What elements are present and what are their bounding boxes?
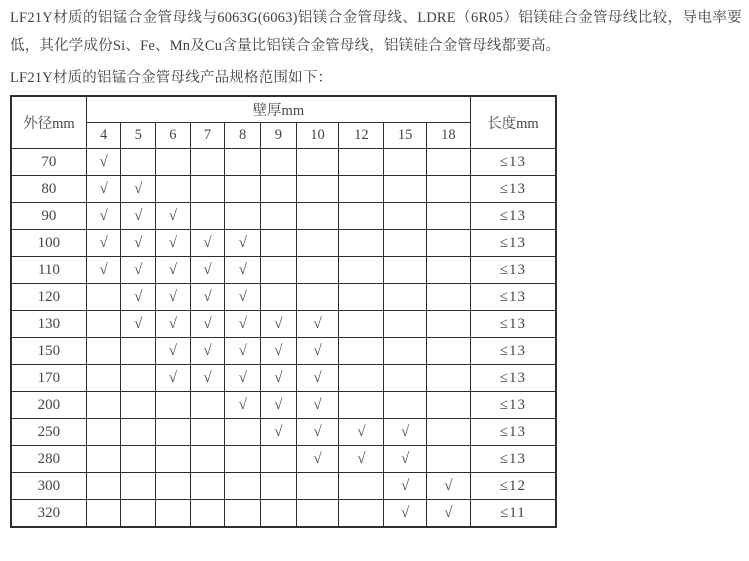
check-cell-checked: √ — [86, 149, 121, 176]
check-cell-empty — [225, 176, 261, 203]
check-cell-checked: √ — [261, 311, 297, 338]
check-cell-checked: √ — [190, 284, 225, 311]
check-cell-checked: √ — [190, 338, 225, 365]
thickness-col-header: 18 — [426, 123, 470, 149]
check-cell-empty — [384, 176, 427, 203]
check-cell-empty — [426, 203, 470, 230]
table-row — [11, 257, 556, 284]
check-cell-empty — [190, 446, 225, 473]
check-cell-empty — [339, 338, 384, 365]
diameter-cell: 280 — [11, 446, 86, 473]
check-cell-empty — [384, 392, 427, 419]
check-cell-empty — [156, 176, 191, 203]
check-cell-empty — [339, 500, 384, 528]
check-cell-empty — [384, 149, 427, 176]
check-cell-empty — [156, 500, 191, 528]
diameter-cell: 320 — [11, 500, 86, 528]
check-cell-empty — [190, 149, 225, 176]
check-cell-empty — [156, 149, 191, 176]
check-cell-checked: √ — [261, 419, 297, 446]
table-row — [11, 230, 556, 257]
table-row — [11, 365, 556, 392]
check-cell-checked: √ — [339, 446, 384, 473]
check-cell-empty — [296, 284, 339, 311]
length-cell: ≤13 — [470, 284, 556, 311]
check-cell-empty — [339, 284, 384, 311]
diameter-cell: 170 — [11, 365, 86, 392]
check-cell-empty — [225, 419, 261, 446]
check-cell-empty — [156, 446, 191, 473]
check-cell-empty — [261, 500, 297, 528]
check-cell-empty — [261, 284, 297, 311]
check-cell-empty — [156, 419, 191, 446]
thickness-col-header: 12 — [339, 123, 384, 149]
table-row — [11, 203, 556, 230]
check-cell-empty — [261, 446, 297, 473]
check-cell-empty — [225, 149, 261, 176]
check-cell-empty — [339, 311, 384, 338]
intro-paragraph: LF21Y材质的铝锰合金管母线与6063G(6063)铝镁合金管母线、LDRE（6R05）铝镁硅合金管母线比较，导电率要低，其化学成份Si、Fe、Mn及Cu含量比铝镁合金管母线，铝镁硅合金管母线都要高。 — [10, 10, 742, 54]
check-cell-empty — [86, 338, 121, 365]
check-cell-empty — [384, 203, 427, 230]
diameter-cell: 150 — [11, 338, 86, 365]
diameter-cell: 250 — [11, 419, 86, 446]
check-cell-empty — [121, 392, 156, 419]
diameter-cell: 110 — [11, 257, 86, 284]
check-cell-empty — [384, 284, 427, 311]
check-cell-empty — [261, 149, 297, 176]
outer-diameter-header: 外径mm — [11, 96, 86, 149]
wall-thickness-header: 壁厚mm — [86, 96, 470, 123]
thickness-col-header: 10 — [296, 123, 339, 149]
diameter-cell: 300 — [11, 473, 86, 500]
table-row — [11, 419, 556, 446]
check-cell-checked: √ — [156, 311, 191, 338]
thickness-col-header: 6 — [156, 123, 191, 149]
check-cell-empty — [296, 500, 339, 528]
length-cell: ≤13 — [470, 392, 556, 419]
check-cell-checked: √ — [426, 500, 470, 528]
check-cell-empty — [384, 311, 427, 338]
check-cell-checked: √ — [86, 230, 121, 257]
length-cell: ≤13 — [470, 311, 556, 338]
length-cell: ≤13 — [470, 203, 556, 230]
table-header-row-1 — [11, 96, 556, 123]
check-cell-checked: √ — [156, 365, 191, 392]
check-cell-checked: √ — [296, 446, 339, 473]
length-cell: ≤11 — [470, 500, 556, 528]
length-cell: ≤13 — [470, 176, 556, 203]
check-cell-empty — [156, 473, 191, 500]
check-cell-empty — [121, 149, 156, 176]
check-cell-empty — [426, 419, 470, 446]
check-cell-empty — [426, 311, 470, 338]
check-cell-empty — [426, 284, 470, 311]
check-cell-empty — [296, 473, 339, 500]
check-cell-checked: √ — [225, 284, 261, 311]
check-cell-empty — [121, 365, 156, 392]
check-cell-empty — [339, 203, 384, 230]
check-cell-empty — [296, 203, 339, 230]
length-cell: ≤13 — [470, 338, 556, 365]
check-cell-checked: √ — [156, 230, 191, 257]
check-cell-empty — [86, 365, 121, 392]
check-cell-checked: √ — [261, 338, 297, 365]
check-cell-checked: √ — [121, 284, 156, 311]
check-cell-empty — [156, 392, 191, 419]
check-cell-empty — [339, 149, 384, 176]
diameter-cell: 130 — [11, 311, 86, 338]
thickness-col-header: 15 — [384, 123, 427, 149]
check-cell-checked: √ — [190, 311, 225, 338]
check-cell-empty — [190, 500, 225, 528]
table-row — [11, 473, 556, 500]
table-row — [11, 500, 556, 528]
check-cell-empty — [426, 446, 470, 473]
table-row — [11, 311, 556, 338]
check-cell-empty — [190, 176, 225, 203]
check-cell-checked: √ — [225, 257, 261, 284]
check-cell-checked: √ — [296, 419, 339, 446]
check-cell-checked: √ — [296, 365, 339, 392]
check-cell-empty — [426, 176, 470, 203]
check-cell-empty — [339, 365, 384, 392]
length-cell: ≤13 — [470, 446, 556, 473]
check-cell-checked: √ — [121, 176, 156, 203]
check-cell-checked: √ — [121, 203, 156, 230]
diameter-cell: 100 — [11, 230, 86, 257]
thickness-col-header: 4 — [86, 123, 121, 149]
check-cell-checked: √ — [121, 311, 156, 338]
diameter-cell: 120 — [11, 284, 86, 311]
check-cell-empty — [384, 257, 427, 284]
check-cell-checked: √ — [296, 392, 339, 419]
check-cell-empty — [261, 203, 297, 230]
check-cell-empty — [121, 446, 156, 473]
check-cell-empty — [261, 230, 297, 257]
length-cell: ≤13 — [470, 149, 556, 176]
length-cell: ≤13 — [470, 230, 556, 257]
check-cell-empty — [426, 392, 470, 419]
diameter-cell: 90 — [11, 203, 86, 230]
check-cell-empty — [121, 419, 156, 446]
check-cell-checked: √ — [190, 257, 225, 284]
check-cell-empty — [339, 230, 384, 257]
check-cell-empty — [121, 473, 156, 500]
check-cell-checked: √ — [384, 500, 427, 528]
check-cell-empty — [86, 392, 121, 419]
length-header: 长度mm — [470, 96, 556, 149]
check-cell-checked: √ — [296, 311, 339, 338]
table-row — [11, 176, 556, 203]
diameter-cell: 80 — [11, 176, 86, 203]
check-cell-checked: √ — [426, 473, 470, 500]
check-cell-empty — [426, 230, 470, 257]
check-cell-empty — [296, 257, 339, 284]
length-cell: ≤12 — [470, 473, 556, 500]
check-cell-empty — [426, 149, 470, 176]
check-cell-checked: √ — [225, 311, 261, 338]
check-cell-empty — [296, 176, 339, 203]
check-cell-checked: √ — [384, 446, 427, 473]
check-cell-empty — [86, 284, 121, 311]
check-cell-empty — [296, 230, 339, 257]
check-cell-checked: √ — [225, 392, 261, 419]
check-cell-checked: √ — [156, 284, 191, 311]
check-cell-empty — [86, 311, 121, 338]
check-cell-empty — [296, 149, 339, 176]
thickness-col-header: 9 — [261, 123, 297, 149]
check-cell-empty — [225, 203, 261, 230]
check-cell-empty — [121, 500, 156, 528]
check-cell-empty — [339, 473, 384, 500]
check-cell-empty — [426, 257, 470, 284]
check-cell-empty — [261, 176, 297, 203]
check-cell-empty — [261, 473, 297, 500]
check-cell-empty — [86, 473, 121, 500]
check-cell-checked: √ — [156, 338, 191, 365]
check-cell-checked: √ — [384, 419, 427, 446]
check-cell-checked: √ — [86, 257, 121, 284]
length-cell: ≤13 — [470, 419, 556, 446]
check-cell-checked: √ — [156, 203, 191, 230]
check-cell-checked: √ — [384, 473, 427, 500]
check-cell-checked: √ — [156, 257, 191, 284]
check-cell-checked: √ — [86, 176, 121, 203]
check-cell-empty — [426, 338, 470, 365]
check-cell-empty — [225, 446, 261, 473]
thickness-col-header: 8 — [225, 123, 261, 149]
check-cell-checked: √ — [121, 230, 156, 257]
spec-table — [10, 95, 557, 528]
check-cell-empty — [339, 176, 384, 203]
check-cell-empty — [261, 257, 297, 284]
table-row — [11, 149, 556, 176]
check-cell-empty — [190, 473, 225, 500]
check-cell-empty — [86, 446, 121, 473]
check-cell-checked: √ — [190, 365, 225, 392]
length-cell: ≤13 — [470, 365, 556, 392]
check-cell-empty — [86, 419, 121, 446]
check-cell-checked: √ — [261, 392, 297, 419]
check-cell-empty — [190, 419, 225, 446]
check-cell-empty — [339, 392, 384, 419]
check-cell-empty — [426, 365, 470, 392]
check-cell-checked: √ — [225, 230, 261, 257]
length-cell: ≤13 — [470, 257, 556, 284]
check-cell-empty — [384, 365, 427, 392]
check-cell-checked: √ — [261, 365, 297, 392]
spec-range-intro: LF21Y材质的铝锰合金管母线产品规格范围如下： — [10, 70, 333, 86]
check-cell-checked: √ — [339, 419, 384, 446]
table-row — [11, 284, 556, 311]
check-cell-checked: √ — [225, 365, 261, 392]
table-row — [11, 392, 556, 419]
check-cell-empty — [190, 203, 225, 230]
check-cell-checked: √ — [121, 257, 156, 284]
check-cell-checked: √ — [86, 203, 121, 230]
check-cell-empty — [384, 230, 427, 257]
check-cell-empty — [225, 500, 261, 528]
check-cell-empty — [121, 338, 156, 365]
check-cell-empty — [225, 473, 261, 500]
check-cell-empty — [384, 338, 427, 365]
check-cell-checked: √ — [225, 338, 261, 365]
check-cell-empty — [190, 392, 225, 419]
diameter-cell: 200 — [11, 392, 86, 419]
check-cell-empty — [86, 500, 121, 528]
check-cell-checked: √ — [190, 230, 225, 257]
table-row — [11, 338, 556, 365]
diameter-cell: 70 — [11, 149, 86, 176]
check-cell-empty — [339, 257, 384, 284]
check-cell-checked: √ — [296, 338, 339, 365]
table-row — [11, 446, 556, 473]
thickness-col-header: 5 — [121, 123, 156, 149]
thickness-col-header: 7 — [190, 123, 225, 149]
